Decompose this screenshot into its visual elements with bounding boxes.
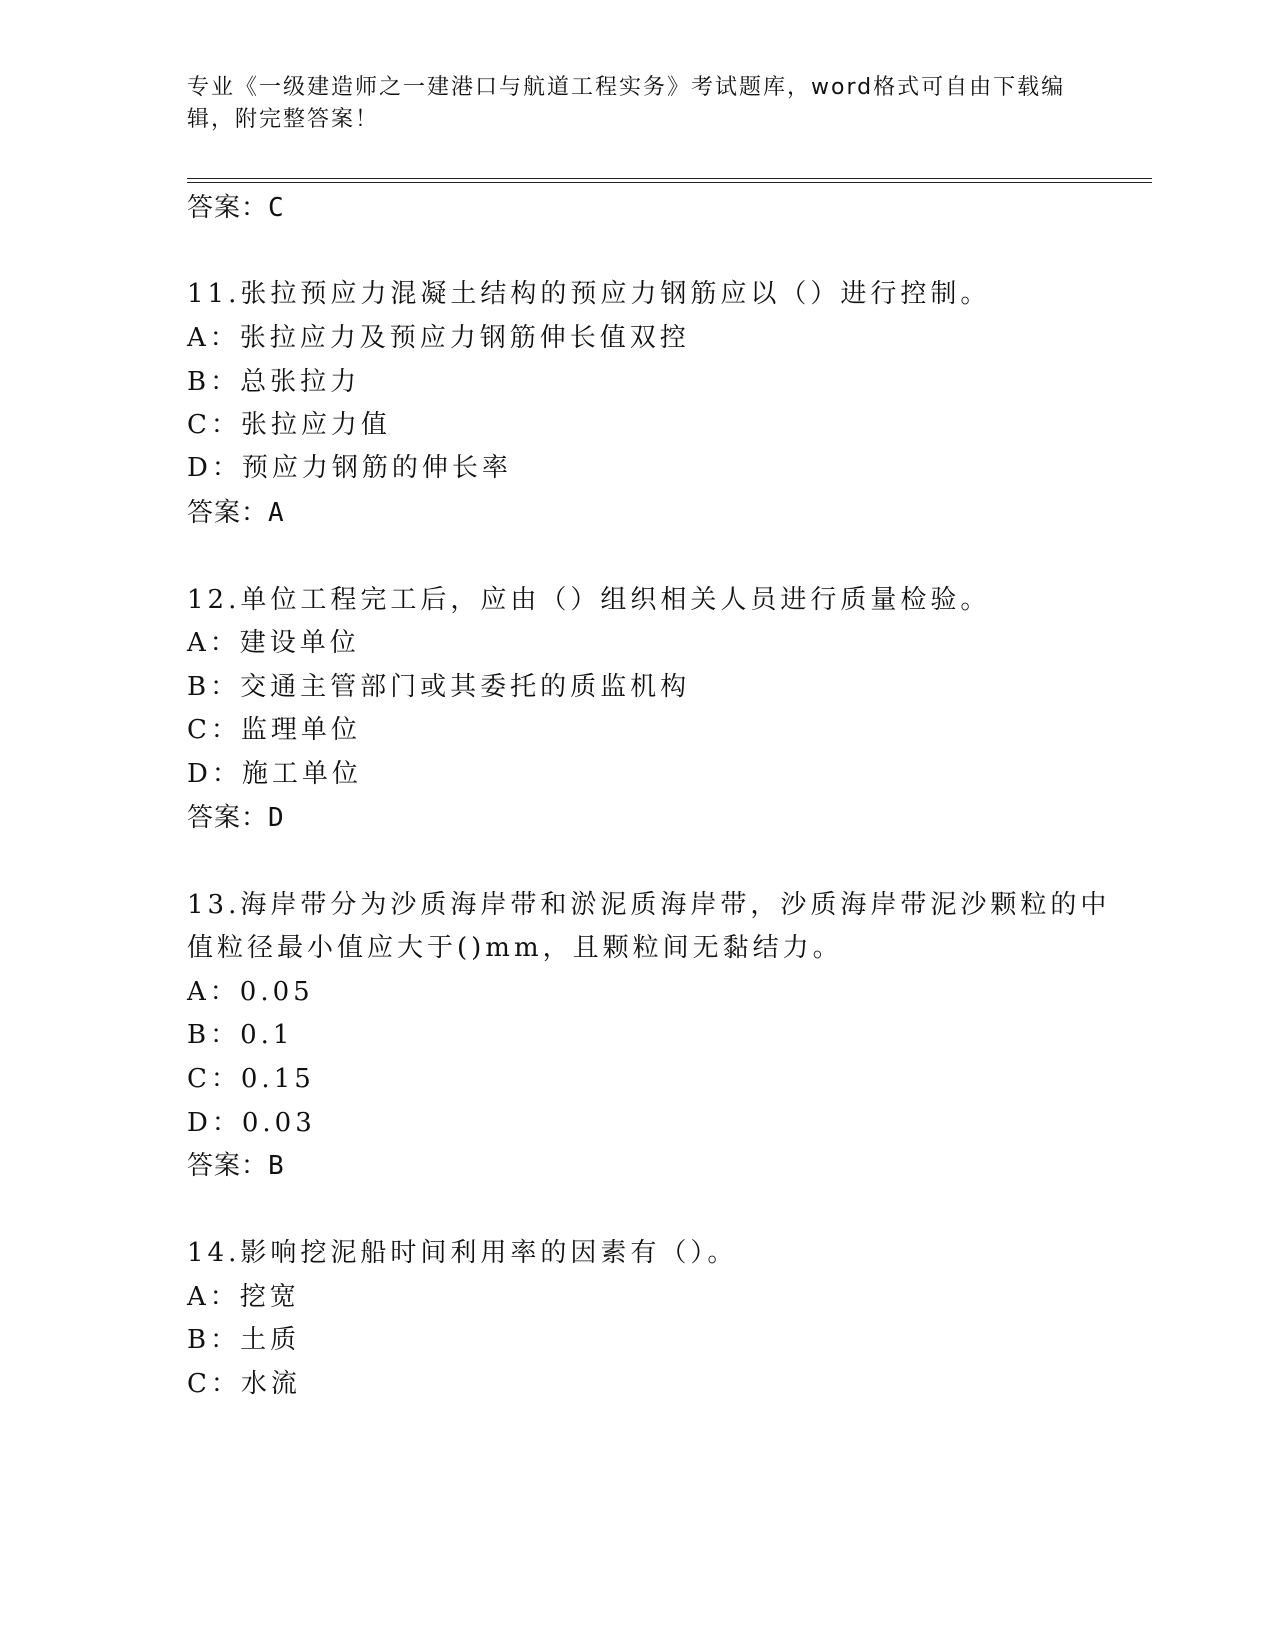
answer-line xyxy=(187,1145,285,1182)
question-stem: 13.海岸带分为沙质海岸带和淤泥质海岸带，沙质海岸带泥沙颗粒的中 xyxy=(187,890,1111,920)
option-d: D：0.03 xyxy=(187,1108,316,1138)
option-b: B：交通主管部门或其委托的质监机构 xyxy=(187,672,691,702)
option-a: A：0.05 xyxy=(187,977,314,1007)
option-c: C：张拉应力值 xyxy=(187,410,391,440)
question-stem-continued: 值粒径最小值应大于()mm，且颗粒间无黏结力。 xyxy=(187,933,843,963)
option-c: C：水流 xyxy=(187,1369,301,1399)
answer-label: 答案： xyxy=(187,193,269,223)
question-stem: 11.张拉预应力混凝土结构的预应力钢筋应以（）进行控制。 xyxy=(187,279,991,309)
answer-label: 答案： xyxy=(187,803,269,833)
answer-value: C xyxy=(268,193,285,223)
answer-label: 答案： xyxy=(187,498,269,528)
question-stem: 14.影响挖泥船时间利用率的因素有（）。 xyxy=(187,1238,738,1268)
answer-line xyxy=(187,492,285,529)
option-c: C：0.15 xyxy=(187,1064,315,1094)
option-a: A：张拉应力及预应力钢筋伸长值双控 xyxy=(187,323,690,353)
answer-line xyxy=(187,797,285,834)
answer-value: D xyxy=(268,803,285,833)
header-divider-bottom xyxy=(187,182,1152,183)
answer-value: A xyxy=(268,498,285,528)
document-header: 专业《一级建造师之一建港口与航道工程实务》考试题库，word格式可自由下载编辑，附完整答案！ xyxy=(187,75,1066,132)
option-b: B：土质 xyxy=(187,1325,301,1355)
answer-label: 答案： xyxy=(187,1151,269,1181)
option-a: A：挖宽 xyxy=(187,1282,300,1312)
option-a: A：建设单位 xyxy=(187,628,360,658)
answer-line xyxy=(187,187,285,224)
option-b: B：0.1 xyxy=(187,1020,294,1050)
option-b: B：总张拉力 xyxy=(187,367,361,397)
header-divider-top xyxy=(187,178,1152,179)
option-c: C：监理单位 xyxy=(187,715,361,745)
question-stem: 12.单位工程完工后，应由（）组织相关人员进行质量检验。 xyxy=(187,585,991,615)
answer-value: B xyxy=(268,1151,285,1181)
option-d: D：预应力钢筋的伸长率 xyxy=(187,453,512,483)
option-d: D：施工单位 xyxy=(187,759,362,789)
